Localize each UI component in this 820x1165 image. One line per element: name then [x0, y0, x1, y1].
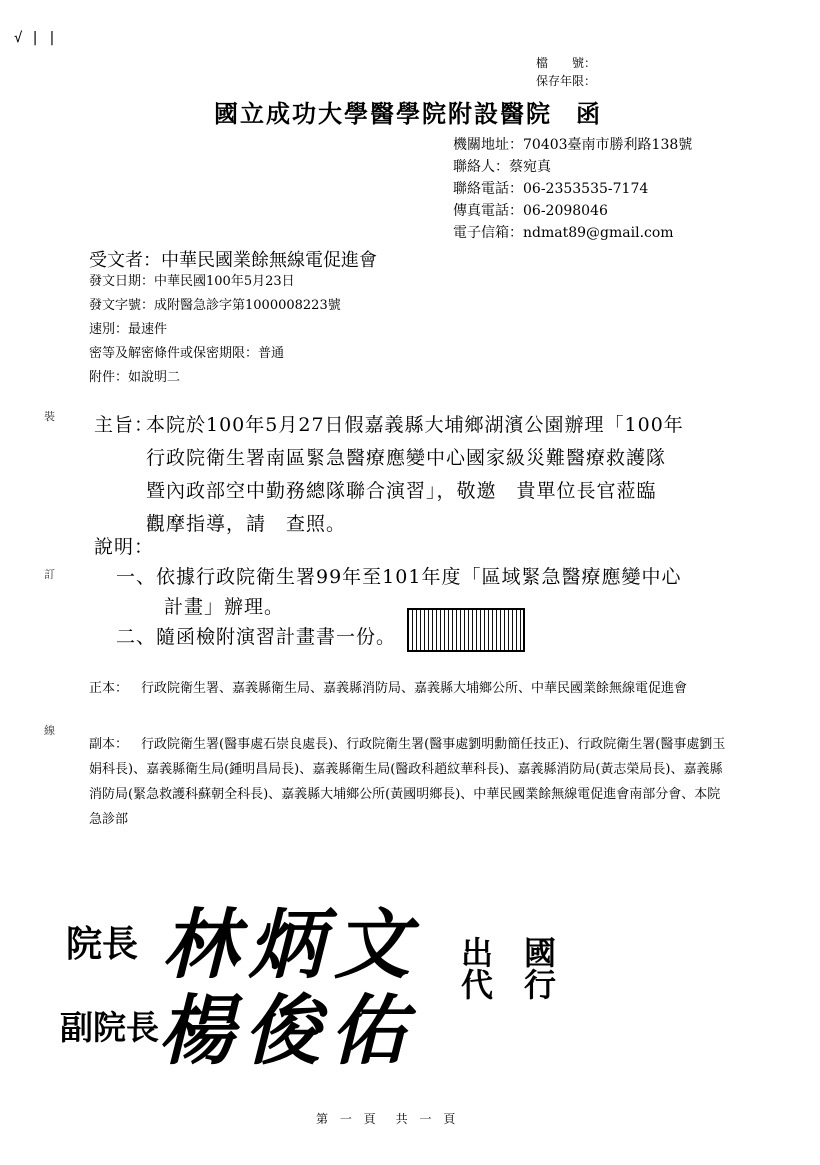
binding-mark-bottom: 線: [44, 724, 55, 737]
vice-president-title: 副院長: [60, 1008, 159, 1047]
secrecy-level: 密等及解密條件或保密期限：普通: [89, 346, 285, 361]
abroad-note-col1: 國行: [519, 936, 557, 1000]
abroad-note-col2: 出代: [456, 936, 494, 1000]
retention-label: 保存年限：: [536, 74, 597, 88]
explanation-item-1: 一、依據行政院衛生署99年至101年度「區域緊急醫療應變中心: [116, 566, 682, 588]
email-line: 電子信箱：ndmat89@gmail.com: [453, 225, 674, 241]
explanation-item-1-cont: 計畫」辦理。: [164, 596, 285, 618]
binding-mark-middle: 訂: [44, 568, 55, 581]
contact-person-line: 聯絡人：蔡宛真: [453, 159, 551, 175]
subject-line: 行政院衛生署南區緊急醫療應變中心國家級災難醫療救護隊: [146, 447, 667, 469]
issue-date: 發文日期：中華民國100年5月23日: [89, 274, 295, 289]
main-recipients-label: 正本：: [89, 681, 129, 696]
seal-stamp: [407, 608, 525, 652]
document-number: 發文字號：成附醫急診字第1000008223號: [89, 298, 341, 313]
org-name: 國立成功大學醫學院附設醫院: [214, 99, 552, 128]
page-footer: 第 一 頁 共 一 頁: [316, 1112, 460, 1126]
copies-label: 副本：: [89, 737, 129, 752]
subject-text: [146, 409, 746, 541]
doc-type: 函: [576, 99, 602, 128]
copies-text: 行政院衛生署(醫事處石崇良處長)、行政院衛生署(醫事處劉明勳簡任技正)、行政院衛生署(醫事處劉玉娟科長)、嘉義縣衛生局(鍾明昌局長)、嘉義縣衛生局(醫政科趙紋華科長)、嘉義縣消防局(黃志榮局長)、嘉義縣消防局(緊急救護科蘇朝全科長)、嘉義縣大埔鄉公所(黃國明鄉長)、中華民國業餘無線電促進會南部分會、本院急診部: [89, 737, 726, 827]
fax-line: 傳真電話：06-2098046: [453, 203, 608, 219]
attachment-note: 附件：如說明二: [89, 370, 181, 385]
recipient: 受文者：中華民國業餘無線電促進會: [89, 250, 377, 271]
binding-mark-top: 裝: [44, 410, 55, 423]
delivery-speed: 速別：最速件: [89, 322, 168, 337]
phone-line: 聯絡電話：06-2353535-7174: [453, 181, 649, 197]
address-line: 機關地址：70403臺南市勝利路138號: [453, 137, 693, 153]
president-signature: 林炳文: [162, 900, 420, 989]
subject-line: 暨內政部空中勤務總隊聯合演習」，敬邀 貴單位長官蒞臨: [146, 480, 657, 502]
explanation-label: 說明：: [94, 536, 155, 558]
main-recipients-text: 行政院衛生署、嘉義縣衛生局、嘉義縣消防局、嘉義縣大埔鄉公所、中華民國業餘無線電促進會: [141, 681, 688, 696]
subject-line: 觀摩指導，請 查照。: [146, 513, 347, 535]
document-title: [214, 94, 602, 129]
president-title: 院長: [66, 923, 139, 965]
vice-president-signature: 楊俊佑: [158, 986, 416, 1075]
corner-mark: √ | |: [14, 30, 57, 46]
file-number-label: 檔 號：: [536, 56, 597, 70]
copy-recipients: [89, 732, 729, 832]
main-recipients: [89, 676, 729, 701]
subject-label: 主旨：: [94, 414, 155, 436]
contact-block: [453, 134, 692, 244]
explanation-item-2: 二、隨函檢附演習計畫書一份。: [116, 626, 397, 648]
subject-line: 本院於100年5月27日假嘉義縣大埔鄉湖濱公園辦理「100年: [146, 414, 684, 436]
